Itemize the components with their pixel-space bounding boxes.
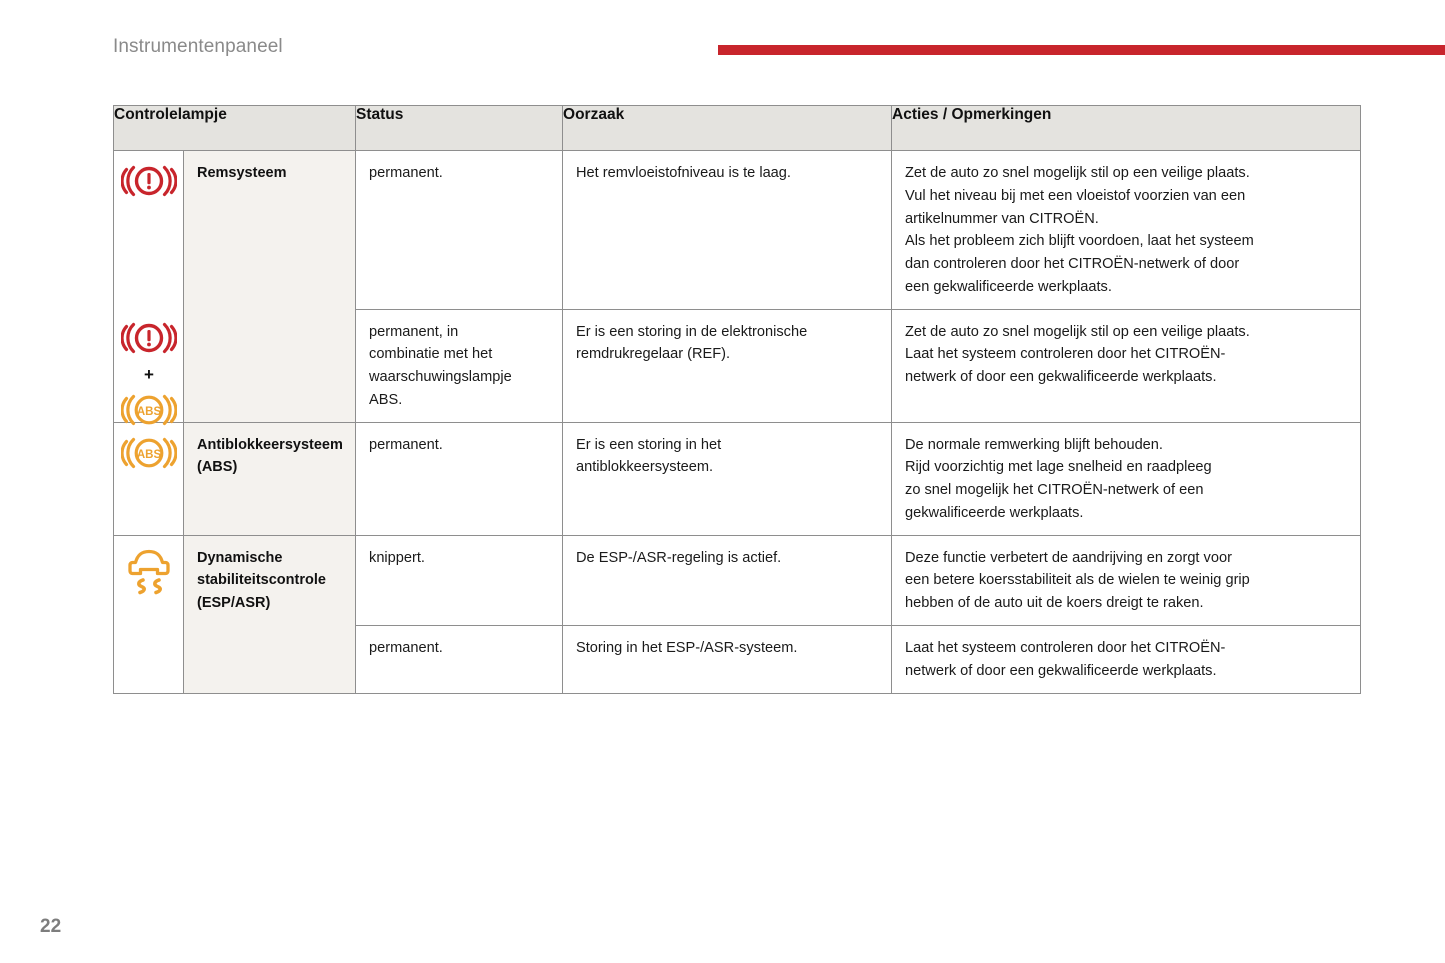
cause-cell [563, 535, 892, 625]
status-line: permanent, in [369, 323, 459, 340]
column-header-acties: Acties / Opmerkingen [892, 106, 1361, 151]
action-line: netwerk of door een gekwalificeerde werkplaats. [905, 369, 1217, 386]
action-line: De normale remwerking blijft behouden. [905, 436, 1163, 453]
action-cell [892, 422, 1361, 535]
svg-text:ABS: ABS [136, 448, 161, 461]
status-cell [356, 309, 563, 422]
cause-cell [563, 151, 892, 310]
status-cell [356, 151, 563, 310]
brake-warning-icon [121, 160, 177, 202]
action-line: Vul het niveau bij met een vloeistof voorzien van een [905, 187, 1246, 204]
action-line: dan controleren door het CITROËN-netwerk of door [905, 256, 1240, 273]
action-line: Zet de auto zo snel mogelijk stil op een veilige plaats. [905, 323, 1250, 340]
esp-asr-skid-icon [121, 545, 177, 601]
cause-cell [563, 422, 892, 535]
table-row [114, 422, 1361, 535]
cause-line: Storing in het ESP-/ASR-systeem. [576, 640, 798, 657]
icon-cell-esp-asr [114, 535, 184, 693]
status-line: knippert. [369, 549, 425, 566]
table-header-row [114, 106, 1361, 151]
action-line: hebben of de auto uit de koers dreigt te raken. [905, 595, 1204, 612]
action-cell [892, 626, 1361, 694]
action-line: artikelnummer van CITROËN. [905, 210, 1099, 227]
lamp-name-remsysteem [184, 151, 356, 423]
action-line: Zet de auto zo snel mogelijk stil op een veilige plaats. [905, 165, 1250, 181]
lamp-name-abs [184, 422, 356, 535]
table-row [114, 151, 1361, 310]
lamp-name-line: (ESP/ASR) [197, 594, 271, 611]
action-line: een betere koersstabiliteit als de wielen te weinig grip [905, 572, 1250, 589]
status-line: waarschuwingslampje [369, 369, 512, 386]
action-line: Deze functie verbetert de aandrijving en zorgt voor [905, 549, 1232, 566]
action-cell [892, 535, 1361, 625]
cause-cell [563, 309, 892, 422]
action-line: netwerk of door een gekwalificeerde werkplaats. [905, 662, 1217, 679]
action-line: Rijd voorzichtig met lage snelheid en raadpleeg [905, 459, 1212, 476]
cause-line: De ESP-/ASR-regeling is actief. [576, 549, 782, 566]
status-cell [356, 626, 563, 694]
cause-line: Er is een storing in het [576, 436, 722, 453]
action-cell [892, 151, 1361, 310]
plus-sign-icon: + [144, 365, 154, 385]
action-line: zo snel mogelijk het CITROËN-netwerk of een [905, 482, 1204, 499]
brake-warning-icon [121, 317, 177, 359]
action-line: gekwalificeerde werkplaats. [905, 504, 1084, 521]
icon-cell-abs [114, 422, 184, 535]
lamp-name-line: (ABS) [197, 459, 238, 476]
lamp-name-line: Remsysteem [197, 165, 287, 181]
abs-warning-icon [121, 389, 177, 431]
cause-line: remdrukregelaar (REF). [576, 346, 731, 363]
status-line: permanent. [369, 165, 443, 181]
cause-line: Er is een storing in de elektronische [576, 323, 808, 340]
action-line: Laat het systeem controleren door het CITROËN- [905, 640, 1226, 657]
header-red-rule [718, 45, 1445, 55]
page-header [0, 36, 1445, 66]
page-title: Instrumentenpaneel [113, 36, 283, 57]
cause-line: antiblokkeersysteem. [576, 459, 714, 476]
status-line: permanent. [369, 436, 443, 453]
status-line: permanent. [369, 640, 443, 657]
action-line: een gekwalificeerde werkplaats. [905, 278, 1112, 295]
column-header-oorzaak: Oorzaak [563, 106, 892, 151]
status-cell [356, 535, 563, 625]
abs-warning-icon [121, 432, 177, 474]
column-header-controlelampje: Controlelampje [114, 106, 356, 151]
table-row [114, 535, 1361, 625]
column-header-status: Status [356, 106, 563, 151]
action-line: Als het probleem zich blijft voordoen, laat het systeem [905, 233, 1254, 250]
status-line: ABS. [369, 391, 403, 408]
lamp-name-esp-asr [184, 535, 356, 693]
icon-cell-remsysteem-abs-combo [114, 317, 184, 431]
cause-line: Het remvloeistofniveau is te laag. [576, 165, 791, 181]
action-line: Laat het systeem controleren door het CITROËN- [905, 346, 1226, 363]
lamp-name-line: Dynamische [197, 549, 283, 566]
warning-lamps-table [113, 105, 1361, 694]
page-number: 22 [40, 916, 62, 937]
action-cell [892, 309, 1361, 422]
status-cell [356, 422, 563, 535]
lamp-name-line: stabiliteitscontrole [197, 572, 326, 589]
cause-cell [563, 626, 892, 694]
svg-text:ABS: ABS [136, 406, 162, 419]
status-line: combinatie met het [369, 346, 493, 363]
lamp-name-line: Antiblokkeersysteem [197, 436, 343, 453]
